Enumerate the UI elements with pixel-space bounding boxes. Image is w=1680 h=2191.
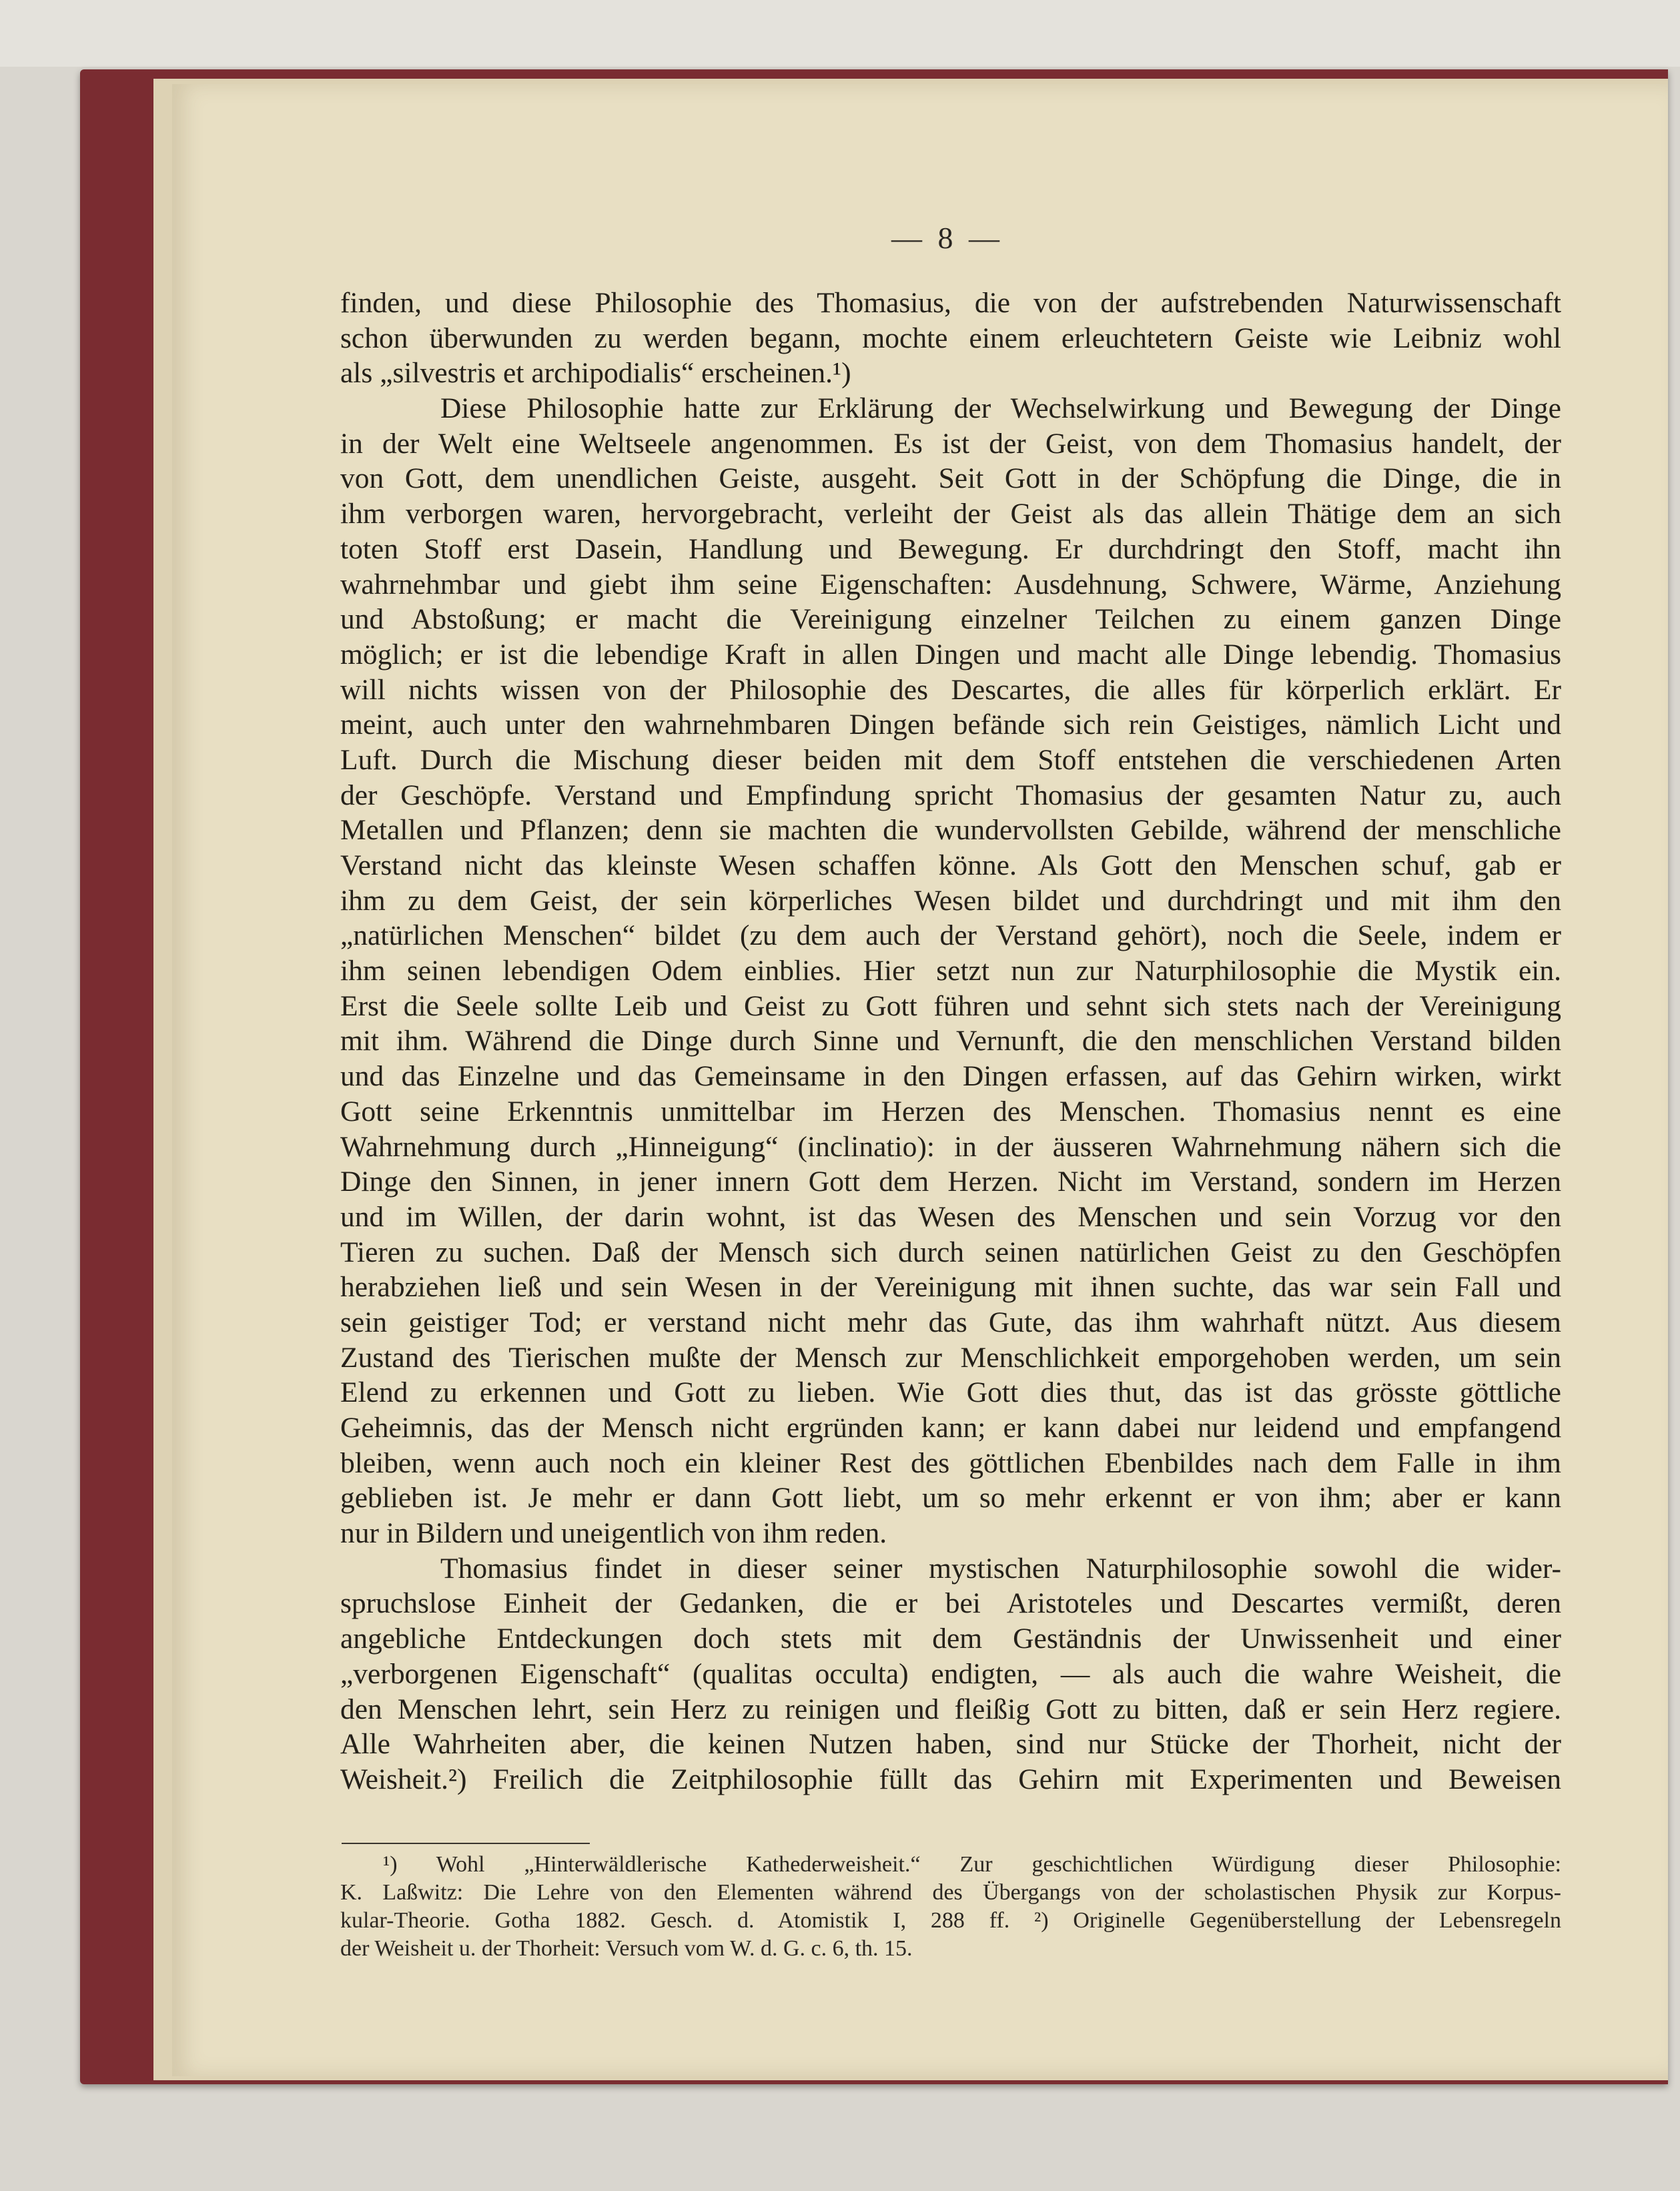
text-line: Weisheit.²) Freilich die Zeitphilosophie füllt das Gehirn mit Experimenten und Beweisen: [340, 1763, 1561, 1795]
text-line: der Geschöpfe. Verstand und Empfindung spricht Thomasius der gesamten Natur zu, auch: [340, 779, 1561, 811]
text-line: Dinge den Sinnen, in jener innern Gott dem Herzen. Nicht im Verstand, sondern im Herzen: [340, 1166, 1561, 1198]
text-line: in der Welt eine Weltseele angenommen. Es ist der Geist, von dem Thomasius handelt, der: [340, 427, 1561, 460]
footnote-line: ¹) Wohl „Hinterwäldlerische Kathederweisheit.“ Zur geschichtlichen Würdigung dieser Philosophie:: [383, 1852, 1561, 1877]
footnote-rule: [342, 1843, 590, 1844]
text-line: geblieben ist. Je mehr er dann Gott liebt, um so mehr erkennt er von ihm; aber er kann: [340, 1482, 1561, 1514]
text-line: meint, auch unter den wahrnehmbaren Dingen befände sich rein Geistiges, nämlich Licht und: [340, 709, 1561, 741]
text-line: Gott seine Erkenntnis unmittelbar im Herzen des Menschen. Thomasius nennt es eine: [340, 1095, 1561, 1128]
footnote-line: kular-Theorie. Gotha 1882. Gesch. d. Atomistik I, 288 ff. ²) Originelle Gegenüberstellung der Lebensregeln: [340, 1908, 1561, 1933]
text-line: spruchslose Einheit der Gedanken, die er bei Aristoteles und Descartes vermißt, deren: [340, 1587, 1561, 1620]
text-line: Elend zu erkennen und Gott zu lieben. Wie Gott dies thut, das ist das grösste göttliche: [340, 1376, 1561, 1409]
text-line: von Gott, dem unendlichen Geiste, ausgeht. Seit Gott in der Schöpfung die Dinge, die in: [340, 462, 1561, 495]
text-line: Geheimnis, das der Mensch nicht ergründen kann; er kann dabei nur leidend und empfangend: [340, 1412, 1561, 1444]
scan-backdrop: [0, 0, 1680, 67]
text-line: herabziehen ließ und sein Wesen in der Vereinigung mit ihnen suchte, das war sein Fall und: [340, 1271, 1561, 1304]
text-line: Diese Philosophie hatte zur Erklärung der Wechselwirkung und Bewegung der Dinge: [440, 392, 1561, 425]
text-line: den Menschen lehrt, sein Herz zu reinigen und fleißig Gott zu bitten, daß er sein Herz regiere.: [340, 1693, 1561, 1725]
text-line: Luft. Durch die Mischung dieser beiden mit dem Stoff entstehen die verschiedenen Arten: [340, 743, 1561, 776]
text-line: Alle Wahrheiten aber, die keinen Nutzen haben, sind nur Stücke der Thorheit, nicht der: [340, 1728, 1561, 1761]
text-line: sein geistiger Tod; er verstand nicht mehr das Gute, das ihm wahrhaft nützt. Aus diesem: [340, 1306, 1561, 1338]
text-line: als „silvestris et archipodialis“ erscheinen.¹): [340, 357, 851, 390]
footnotes: [340, 1851, 1561, 1963]
text-line: schon überwunden zu werden begann, mochte einem erleuchtetern Geiste wie Leibniz wohl: [340, 322, 1561, 354]
text-line: und Abstoßung; er macht die Vereinigung einzelner Teilchen zu einem ganzen Dinge: [340, 603, 1561, 636]
text-line: will nichts wissen von der Philosophie des Descartes, die alles für körperlich erklärt. Er: [340, 673, 1561, 706]
text-line: möglich; er ist die lebendige Kraft in allen Dingen und macht alle Dinge lebendig. Thomasius: [340, 638, 1561, 671]
footnote-line: K. Laßwitz: Die Lehre von den Elementen während des Übergangs von der scholastischen Physik zur Korpus-: [340, 1880, 1561, 1905]
text-line: toten Stoff erst Dasein, Handlung und Bewegung. Er durchdringt den Stoff, macht ihn: [340, 532, 1561, 565]
text-line: Wahrnehmung durch „Hinneigung“ (inclinatio): in der äusseren Wahrnehmung nähern sich die: [340, 1130, 1561, 1163]
text-line: „verborgenen Eigenschaft“ (qualitas occulta) endigten, — als auch die wahre Weisheit, die: [340, 1657, 1561, 1690]
text-line: angebliche Entdeckungen doch stets mit dem Geständnis der Unwissenheit und einer: [340, 1623, 1561, 1655]
text-line: Metallen und Pflanzen; denn sie machten die wundervollsten Gebilde, während der menschliche: [340, 814, 1561, 847]
text-line: wahrnehmbar und giebt ihm seine Eigenschaften: Ausdehnung, Schwere, Wärme, Anziehung: [340, 568, 1561, 600]
text-line: ihm seinen lebendigen Odem einblies. Hier setzt nun zur Naturphilosophie die Mystik ein.: [340, 955, 1561, 987]
text-line: und das Einzelne und das Gemeinsame in den Dingen erfassen, auf das Gehirn wirken, wirkt: [340, 1060, 1561, 1093]
text-line: nur in Bildern und uneigentlich von ihm reden.: [340, 1517, 887, 1550]
text-line: Tieren zu suchen. Daß der Mensch sich durch seinen natürlichen Geist zu den Geschöpfen: [340, 1236, 1561, 1268]
text-line: ihm zu dem Geist, der sein körperliches Wesen bildet und durchdringt und mit ihm den: [340, 884, 1561, 917]
text-line: Verstand nicht das kleinste Wesen schaffen könne. Als Gott den Menschen schuf, gab er: [340, 849, 1561, 881]
text-line: und im Willen, der darin wohnt, ist das Wesen des Menschen und sein Vorzug vor den: [340, 1200, 1561, 1233]
text-line: „natürlichen Menschen“ bildet (zu dem auch der Verstand gehört), noch die Seele, indem er: [340, 919, 1561, 952]
text-line: mit ihm. Während die Dinge durch Sinne und Vernunft, die den menschlichen Verstand bilden: [340, 1025, 1561, 1057]
text-line: Erst die Seele sollte Leib und Geist zu Gott führen und sehnt sich stets nach der Vereinigung: [340, 989, 1561, 1022]
text-line: finden, und diese Philosophie des Thomasius, die von der aufstrebenden Naturwissenschaft: [340, 287, 1561, 319]
text-line: ihm verborgen waren, hervorgebracht, verleiht der Geist als das allein Thätige dem an sich: [340, 498, 1561, 530]
footnote-line: der Weisheit u. der Thorheit: Versuch vom W. d. G. c. 6, th. 15.: [340, 1936, 913, 1961]
page-number: — 8 —: [891, 221, 1003, 255]
body-text: [340, 286, 1561, 1797]
text-line: bleiben, wenn auch noch ein kleiner Rest des göttlichen Ebenbildes nach dem Falle in ihm: [340, 1446, 1561, 1479]
text-line: Zustand des Tierischen mußte der Mensch zur Menschlichkeit emporgehoben werden, um sein: [340, 1341, 1561, 1374]
text-line: Thomasius findet in dieser seiner mystischen Naturphilosophie sowohl die wider-: [440, 1552, 1561, 1585]
